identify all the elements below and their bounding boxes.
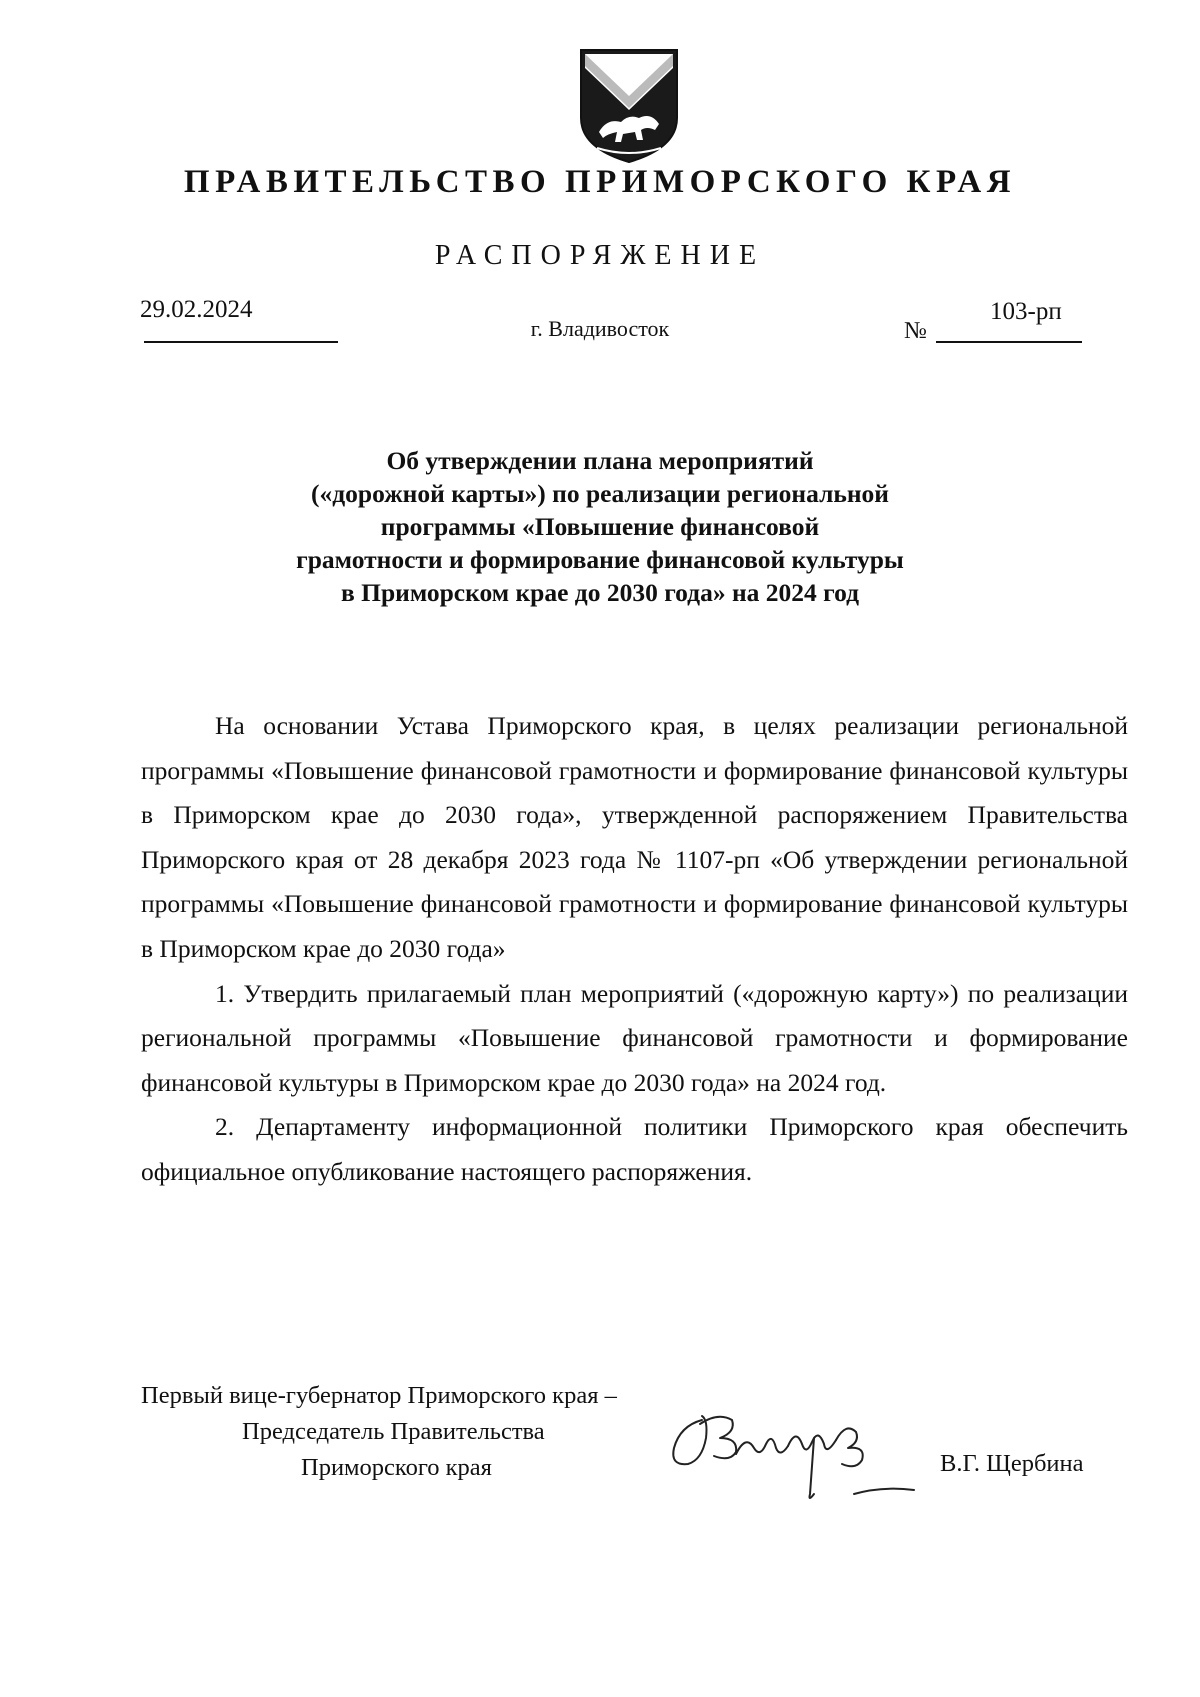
document-number: 103-рп [990,298,1062,325]
title-line: программы «Повышение финансовой [380,512,820,541]
clause-2: 2. Департаменту информационной политики Приморского края обеспечить официальное опубликование настоящего распоряжения. [141,1112,1128,1186]
number-underline [936,341,1082,343]
position-line: Первый вице-губернатор Приморского края – [141,1382,617,1409]
title-line: в Приморском крае до 2030 года» на 2024 год [340,578,859,607]
preamble-paragraph: На основании Устава Приморского края, в целях реализации региональной программы «Повышение финансовой грамотности и формирование финансовой культуры в Приморском крае до 2030 года», утвержденной распоряжением Правительства Приморского края от 28 декабря 2023 года № 1107-рп «Об утверждении региональной программы «Повышение финансовой грамотности и формирование финансовой культуры в Приморском крае до 2030 года» [141,711,1128,963]
handwritten-signature [662,1398,922,1518]
document-body [141,704,1128,1195]
number-sign: № [904,318,927,344]
document-title [0,444,1200,609]
clause-1: 1. Утвердить прилагаемый план мероприятий («дорожную карту») по реализации региональной программы «Повышение финансовой грамотности и формирование финансовой культуры в Приморском крае до 2030 года» на 2024 год. [141,978,1128,1097]
title-line: грамотности и формирование финансовой культуры [296,545,904,574]
signer-name: В.Г. Щербина [940,1450,1084,1477]
position-line: Приморского края [301,1454,492,1481]
coat-of-arms-icon [577,48,681,164]
document-date: 29.02.2024 [140,296,253,323]
signer-position [141,1378,617,1486]
title-line: («дорожной карты») по реализации региональной [311,479,889,508]
document-type: РАСПОРЯЖЕНИЕ [434,240,766,271]
government-name: ПРАВИТЕЛЬСТВО ПРИМОРСКОГО КРАЯ [183,164,1017,200]
title-line: Об утверждении плана мероприятий [386,446,814,475]
document-city: г. Владивосток [530,316,670,341]
position-line: Председатель Правительства [242,1418,545,1445]
